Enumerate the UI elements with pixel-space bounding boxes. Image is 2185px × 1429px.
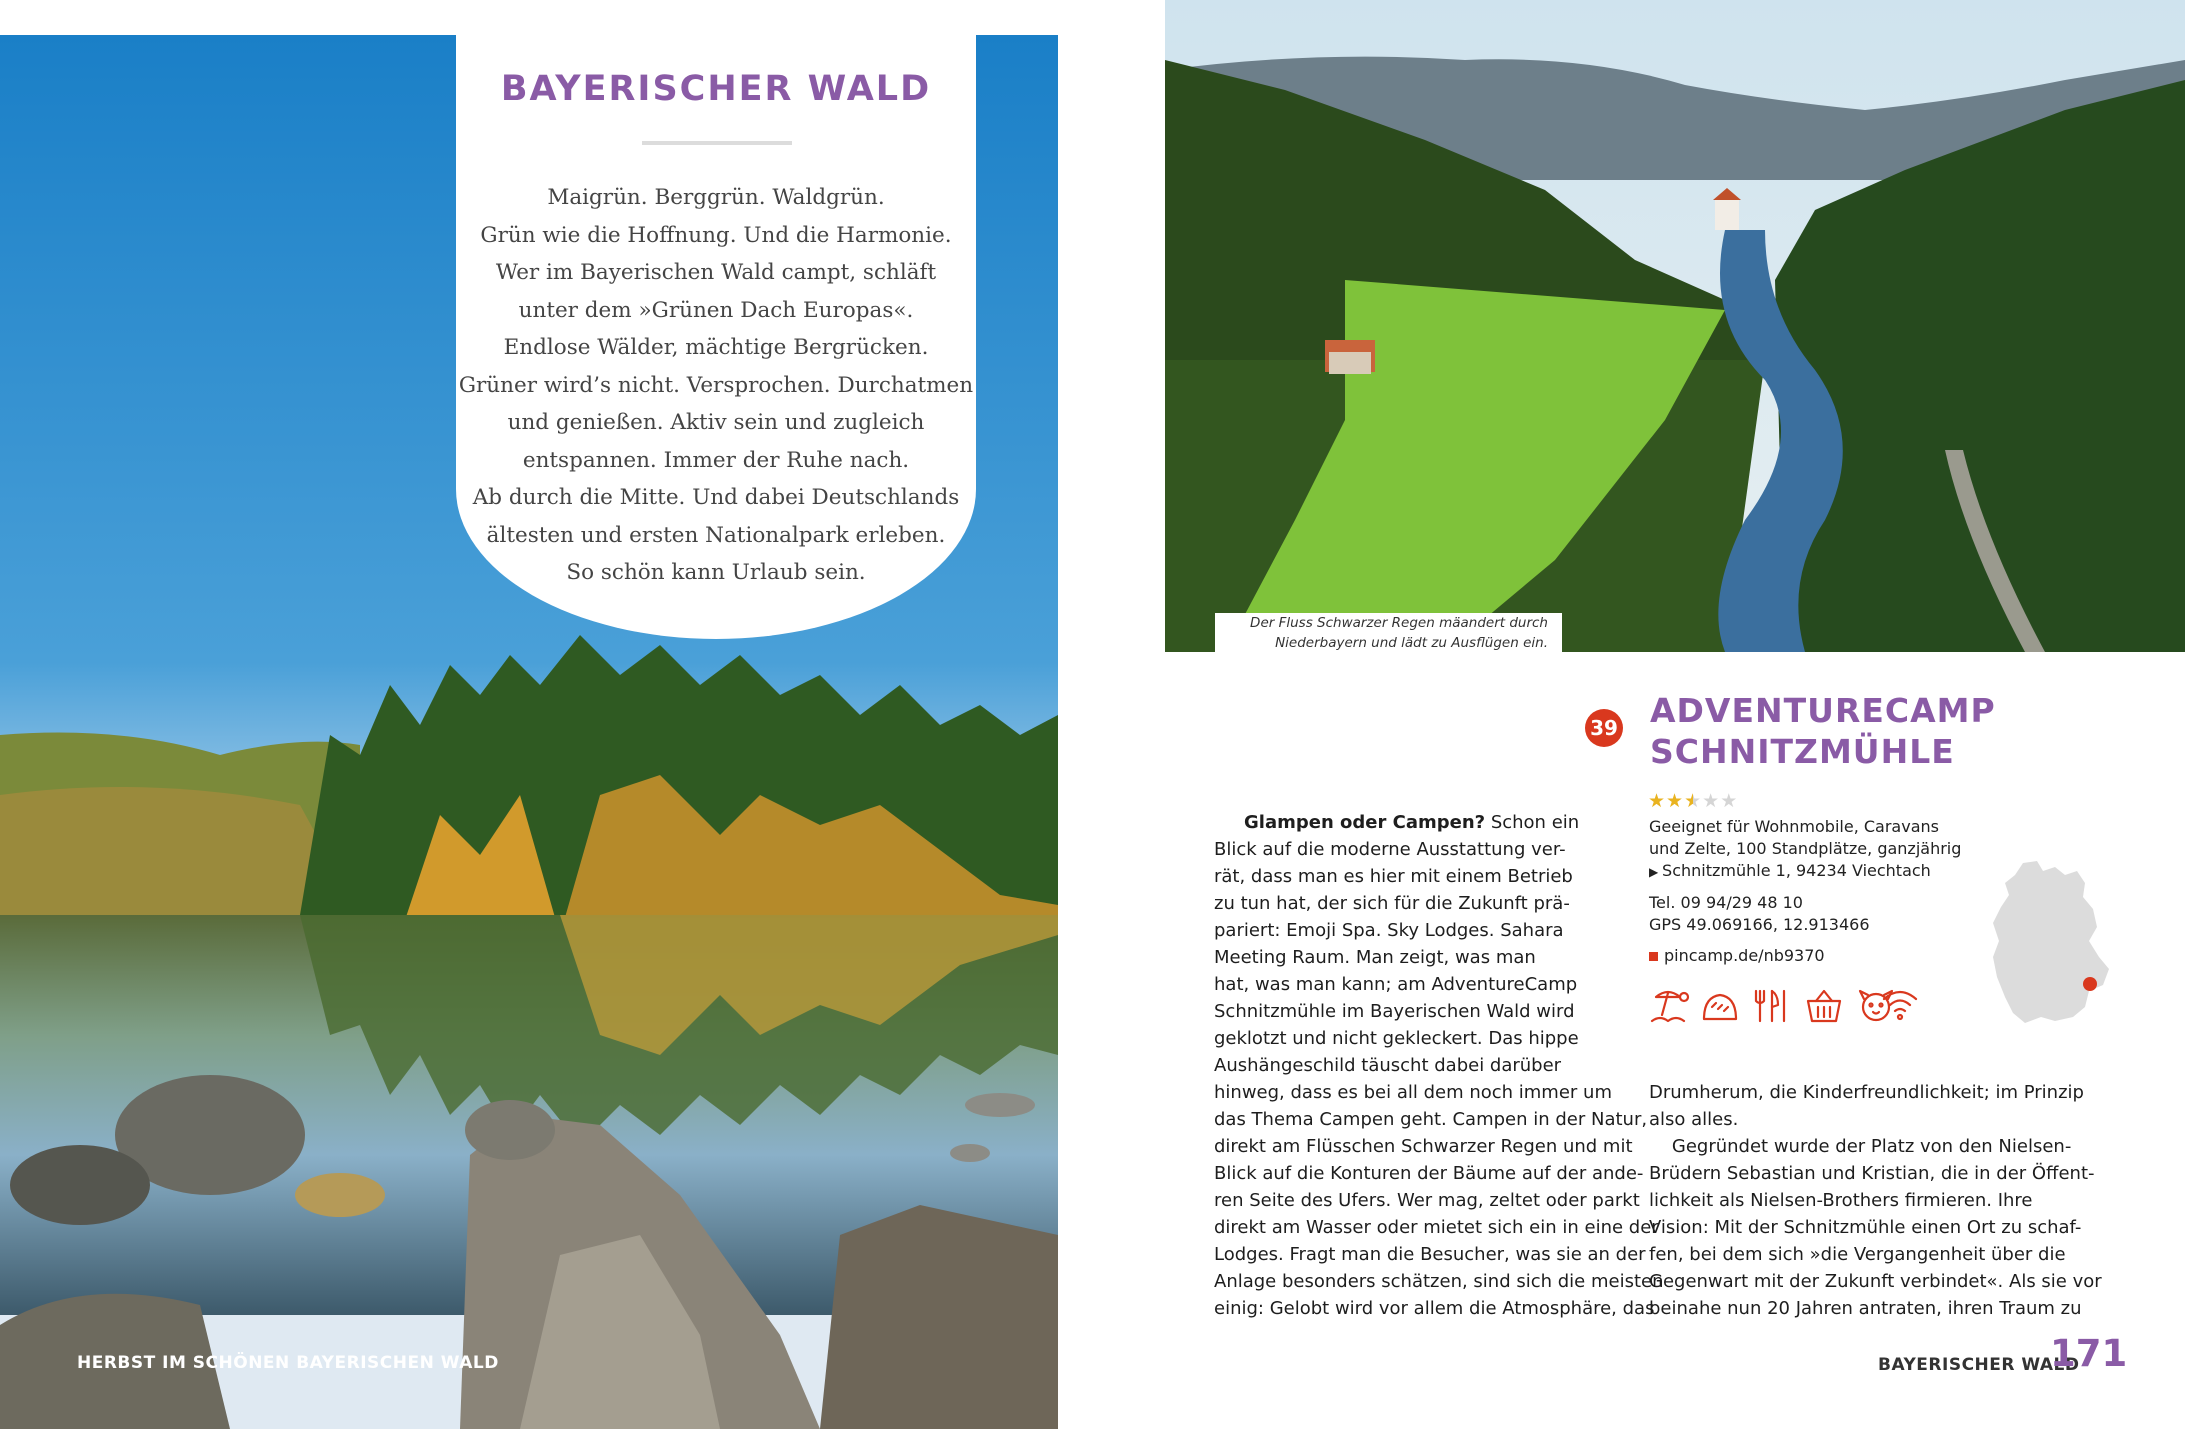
body-line: Schnitzmühle im Bayerischen Wald wird — [1214, 1001, 1575, 1022]
body-line: beinahe nun 20 Jahren antraten, ihren Traum zu — [1649, 1298, 2082, 1319]
camp-info — [1649, 816, 1961, 967]
river-valley-photo — [1165, 0, 2185, 652]
intro-line: Endlose Wälder, mächtige Bergrücken. — [503, 335, 929, 360]
star-icon: ★ — [1648, 791, 1667, 812]
star-icon: ★ — [1702, 791, 1721, 812]
intro-line: und genießen. Aktiv sein und zugleich — [507, 410, 925, 435]
intro-text — [456, 179, 976, 592]
page-number: 171 — [2050, 1332, 2128, 1375]
star-icon: ★ — [1684, 791, 1703, 812]
intro-line: ältesten und ersten Nationalpark erleben. — [486, 522, 946, 548]
intro-line: unter dem »Grünen Dach Europas«. — [518, 297, 914, 323]
camp-title-line: ADVENTURECAMP — [1650, 691, 1996, 730]
camp-title — [1650, 690, 1996, 772]
star-icon: ★ — [1720, 791, 1739, 812]
intro-line: Grüner wird’s nicht. Versprochen. Durchatmen — [458, 372, 974, 398]
phone: Tel. 09 94/29 48 10 — [1649, 893, 1803, 912]
body-line: Vision: Mit der Schnitzmühle einen Ort zu schaf- — [1649, 1217, 2082, 1238]
location-marker — [2083, 977, 2097, 991]
left-photo-caption: HERBST IM SCHÖNEN BAYERISCHEN WALD — [77, 1353, 499, 1373]
title-divider — [642, 141, 792, 145]
photo-caption-line: Niederbayern und lädt zu Ausflügen ein. — [1275, 635, 1548, 651]
body-line: Aushängeschild täuscht dabei darüber — [1214, 1055, 1562, 1076]
body-line: hinweg, dass es bei all dem noch immer um — [1214, 1082, 1612, 1103]
body-line: Brüdern Sebastian und Kristian, die in der Öffent- — [1649, 1163, 2095, 1184]
body-line: Blick auf die moderne Ausstattung ver- — [1214, 839, 1566, 860]
body-line: geklotzt und nicht gekleckert. Das hippe — [1214, 1028, 1579, 1049]
address — [1649, 860, 1961, 883]
body-line — [1214, 809, 1664, 836]
body-column-left — [1214, 809, 1664, 1322]
intro-card — [456, 35, 976, 639]
star-icon: ★ — [1666, 791, 1685, 812]
intro-line: Grün wie die Hoffnung. Und die Harmonie. — [480, 222, 952, 248]
body-line: Drumherum, die Kinderfreundlichkeit; im Prinzip — [1649, 1082, 2084, 1103]
suitability-line: und Zelte, 100 Standplätze, ganzjährig — [1649, 839, 1962, 858]
photo-caption — [1215, 613, 1562, 653]
camp-number-badge: 39 — [1585, 709, 1623, 747]
body-line: Anlage besonders schätzen, sind sich die meisten — [1214, 1271, 1664, 1292]
body-line: Gegenwart mit der Zukunft verbindet«. Als sie vor — [1649, 1271, 2102, 1292]
gps-coordinates: GPS 49.069166, 12.913466 — [1649, 915, 1870, 934]
intro-line: Maigrün. Berggrün. Waldgrün. — [547, 185, 885, 210]
intro-line: entspannen. Immer der Ruhe nach. — [522, 447, 910, 473]
intro-line: Ab durch die Mitte. Und dabei Deutschlands — [472, 485, 960, 510]
camp-title-line: SCHNITZMÜHLE — [1650, 732, 1955, 771]
suitability-line: Geeignet für Wohnmobile, Caravans — [1649, 817, 1939, 836]
bread-icon — [1704, 995, 1736, 1019]
body-line: Blick auf die Konturen der Bäume auf der ande- — [1214, 1163, 1644, 1184]
body-line: direkt am Flüsschen Schwarzer Regen und mit — [1214, 1136, 1633, 1157]
body-line: Lodges. Fragt man die Besucher, was sie an der — [1214, 1244, 1646, 1265]
amenity-icons — [1648, 985, 1918, 1032]
shop-basket-icon — [1808, 991, 1840, 1021]
intro-line: So schön kann Urlaub sein. — [566, 560, 866, 585]
body-lead: Glampen oder Campen? — [1244, 812, 1486, 833]
body-line: zu tun hat, der sich für die Zukunft prä- — [1214, 893, 1570, 914]
body-line: also alles. — [1649, 1109, 1739, 1130]
body-line: einig: Gelobt wird vor allem die Atmosphäre, das — [1214, 1298, 1655, 1319]
body-line: fen, bei dem sich »die Vergangenheit über die — [1649, 1244, 2066, 1265]
germany-locator-map — [1985, 857, 2120, 1034]
body-line: rät, dass man es hier mit einem Betrieb — [1214, 866, 1573, 887]
body-line: Meeting Raum. Man zeigt, was man — [1214, 947, 1536, 968]
website-link-text[interactable]: pincamp.de/nb9370 — [1664, 946, 1825, 965]
body-line: Gegründet wurde der Platz von den Nielsen- — [1649, 1136, 2072, 1157]
website-link[interactable] — [1649, 945, 1961, 967]
page-title: BAYERISCHER WALD — [500, 69, 932, 109]
body-line: hat, was man kann; am AdventureCamp — [1214, 974, 1578, 995]
restaurant-icon — [1756, 991, 1784, 1021]
body-line-text: Schon ein — [1485, 812, 1580, 833]
body-line: direkt am Wasser oder mietet sich ein in eine der — [1214, 1217, 1659, 1238]
address-arrow-icon: ▶ — [1649, 865, 1663, 879]
body-line: das Thema Campen geht. Campen in der Natur, — [1214, 1109, 1648, 1130]
body-line: pariert: Emoji Spa. Sky Lodges. Sahara — [1214, 920, 1564, 941]
footer-section-label: BAYERISCHER WALD — [1878, 1355, 2080, 1375]
photo-caption-line: Der Fluss Schwarzer Regen mäandert durch — [1250, 615, 1548, 631]
address-text: Schnitzmühle 1, 94234 Viechtach — [1662, 861, 1931, 880]
intro-line: Wer im Bayerischen Wald campt, schläft — [495, 260, 937, 285]
body-column-right — [1649, 1079, 2102, 1322]
body-line: ren Seite des Ufers. Wer mag, zeltet oder parkt — [1214, 1190, 1640, 1211]
body-line: lichkeit als Nielsen-Brothers firmieren. Ihre — [1649, 1190, 2033, 1211]
